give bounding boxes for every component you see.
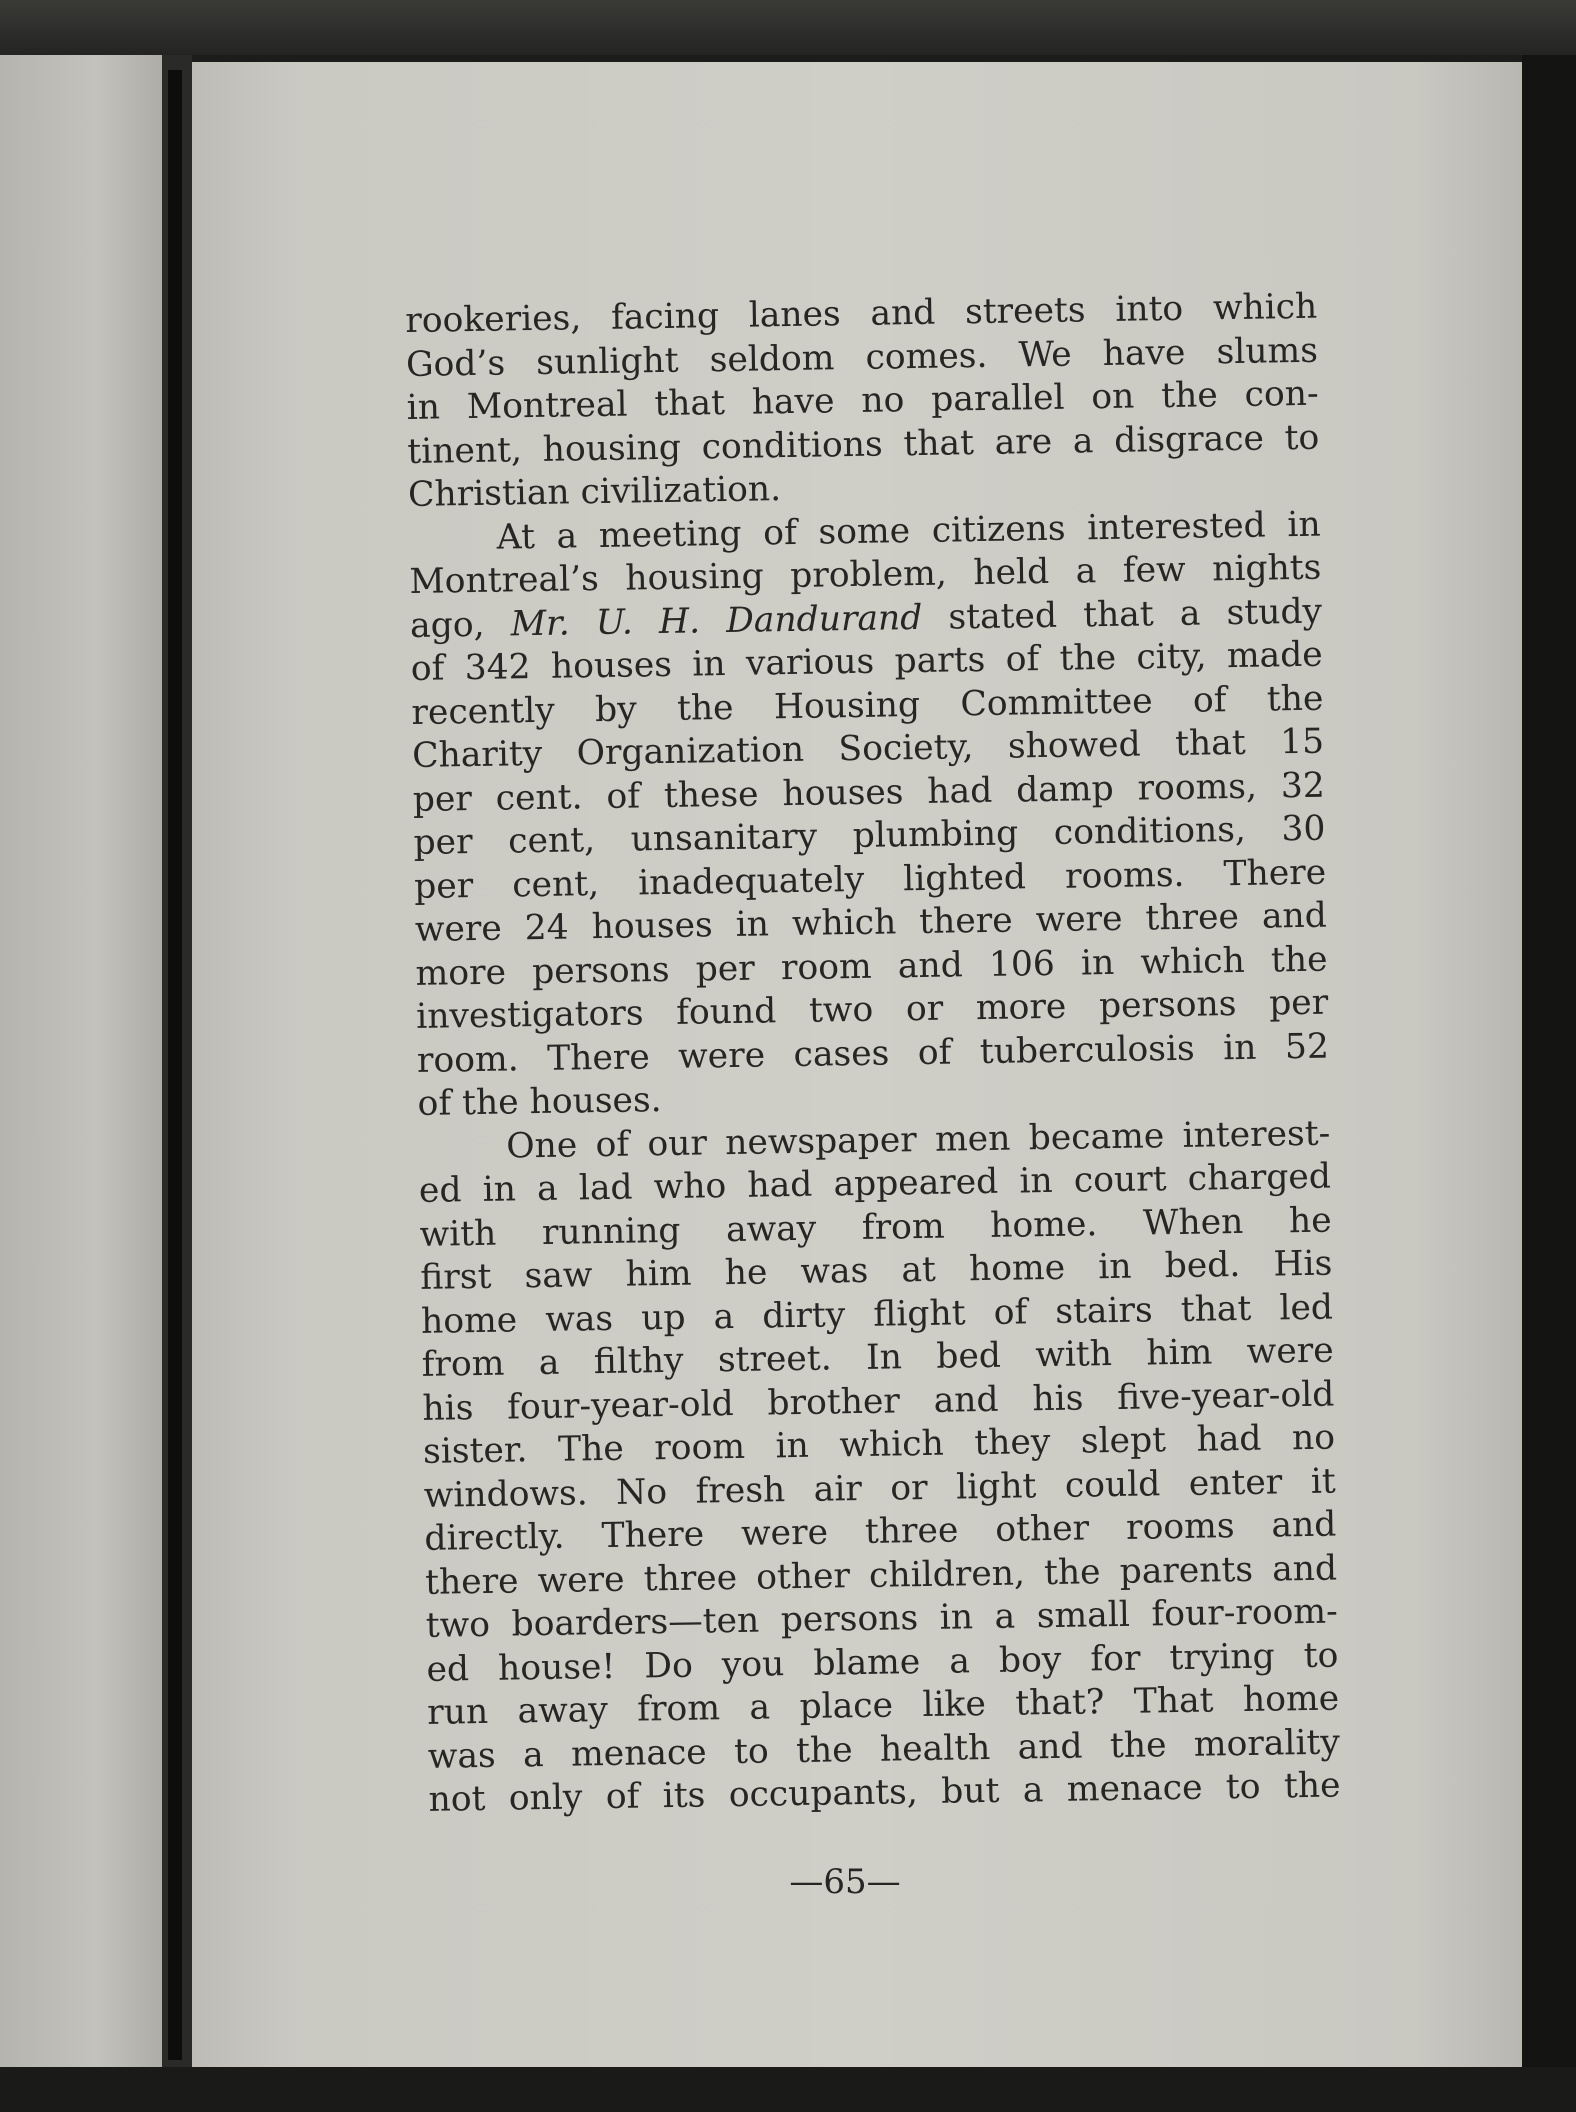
text-line: recently by the Housing Committee of the [411,678,1324,733]
text-line: Christian civilization. [407,469,782,515]
text-line: home was up a dirty flight of stairs that led [420,1287,1334,1342]
body-text [405,286,1341,1823]
text-line: rookeries, facing lanes and streets into which [405,286,1318,341]
text-line: tinent, housing conditions that are a disgrace to [407,417,1320,472]
text-line: two boarders—ten persons in a small four-room- [425,1591,1339,1646]
text-line: At a meeting of some citizens interested in [496,504,1321,558]
scan-bottom-edge [0,2067,1576,2112]
text-line: per cent. of these houses had damp rooms, 32 [412,765,1326,820]
scan-right-edge [1522,55,1576,2112]
text-line: God’s sunlight seldom comes. We have slums [405,330,1319,385]
text-line: his four-year-old brother and his five-year-old [422,1374,1335,1429]
page-number: —65— [789,1862,901,1902]
text-line: investigators found two or more persons per [415,982,1329,1037]
facing-page-edge [0,55,162,2067]
text-fragment: ago, [409,603,512,646]
text-line: from a filthy street. In bed with him were [421,1330,1334,1385]
text-line: not only of its occupants, but a menace to the [428,1765,1341,1820]
text-line: first saw him he was at home in bed. His [420,1243,1333,1298]
text-line: was a menace to the health and the morality [427,1721,1341,1777]
text-line: with running away from home. When he [419,1200,1332,1255]
text-line: windows. No fresh air or light could enter it [423,1461,1336,1516]
text-line: Charity Organization Society, showed that 15 [411,721,1325,776]
text-fragment: stated that a study [921,591,1323,638]
text-line: room. There were cases of tuberculosis in 52 [416,1026,1330,1081]
text-line: there were three other children, the parents and [424,1548,1338,1603]
text-line: run away from a place like that? That home [426,1678,1340,1733]
person-name: Mr. U. H. Dandurand [510,597,923,644]
text-line: per cent, unsanitary plumbing conditions, 30 [413,808,1326,863]
text-line: per cent, inadequately lighted rooms. There [413,852,1327,907]
text-line: of the houses. [417,1080,662,1124]
text-line: more persons per room and 106 in which the [415,939,1328,994]
scan-top-edge [0,0,1576,55]
text-line: of 342 houses in various parts of the city, made [410,634,1323,689]
text-line: Montreal’s housing problem, held a few nights [409,547,1322,602]
text-line: ed in a lad who had appeared in court charged [418,1156,1332,1211]
binding-shadow [168,70,182,2060]
text-line: ed house! Do you blame a boy for trying to [426,1635,1339,1690]
text-line: were 24 houses in which there were three and [414,895,1328,950]
text-line: in Montreal that have no parallel on the con- [406,373,1319,428]
text-line: One of our newspaper men became interest- [505,1113,1331,1167]
text-line: directly. There were three other rooms and [424,1504,1337,1559]
text-line: sister. The room in which they slept had no [422,1417,1336,1472]
